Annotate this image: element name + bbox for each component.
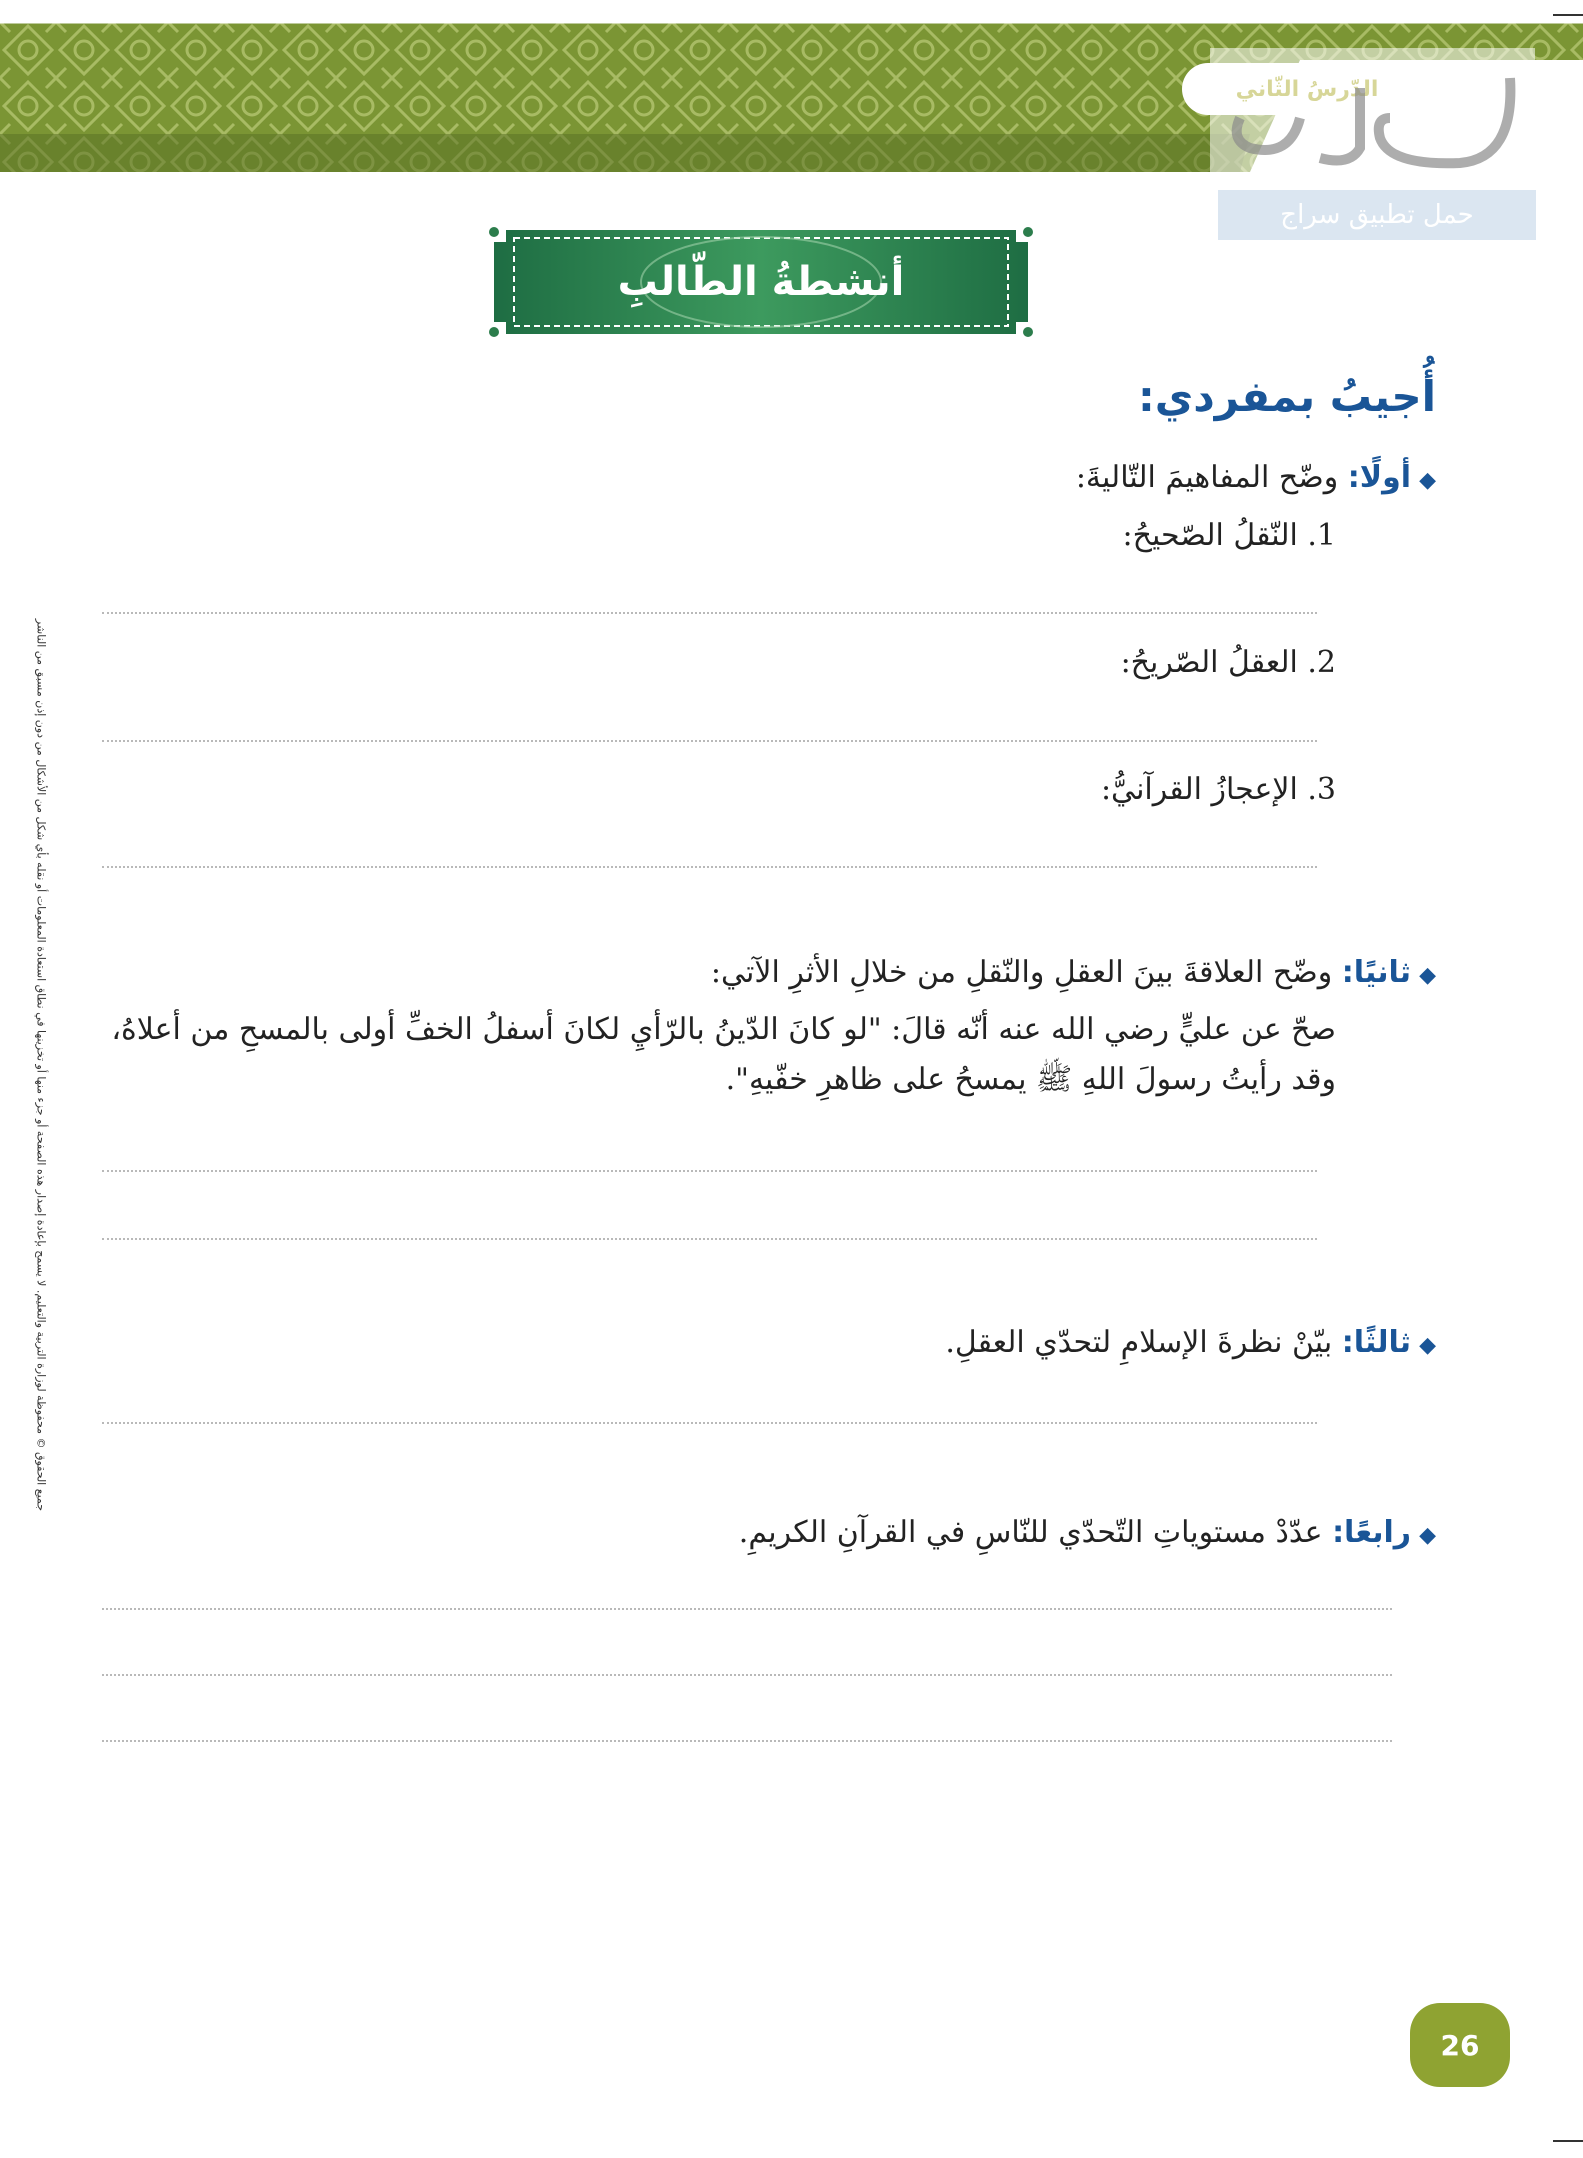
- question-4: [739, 1515, 1436, 1550]
- question-2: [711, 955, 1436, 990]
- concept-item-3: 3. الإعجازُ القرآنيُّ:: [1100, 772, 1336, 807]
- answer-line[interactable]: [102, 740, 1317, 742]
- answer-line[interactable]: [102, 866, 1317, 868]
- answer-line[interactable]: [102, 1740, 1392, 1742]
- copyright-note: [28, 490, 54, 1640]
- bullet-icon: ◆: [1419, 963, 1436, 988]
- logo-caption: حمل تطبيق سراج: [1218, 190, 1536, 240]
- question-text: بيّنْ نظرةَ الإسلامِ لتحدّي العقلِ.: [945, 1325, 1333, 1360]
- question-label: ثالثًا:: [1341, 1325, 1412, 1360]
- bullet-icon: ◆: [1419, 1523, 1436, 1548]
- question-label: أولًا:: [1347, 460, 1412, 495]
- answer-line[interactable]: [102, 1422, 1317, 1424]
- answer-line[interactable]: [102, 612, 1317, 614]
- page-number: 26: [1410, 2003, 1510, 2087]
- question-1: [1076, 460, 1436, 495]
- answer-line[interactable]: [102, 1674, 1392, 1676]
- crop-mark: [1553, 14, 1583, 16]
- page-heading: أُجيبُ بمفردي:: [1137, 372, 1436, 421]
- concept-item-1: 1. النّقلُ الصّحيحُ:: [1122, 518, 1336, 553]
- question-label: رابعًا:: [1332, 1515, 1412, 1550]
- bullet-icon: ◆: [1419, 468, 1436, 493]
- crop-mark: [1553, 2140, 1583, 2142]
- question-text: عدّدْ مستوياتِ التّحدّي للنّاسِ في القرآنِ الكريمِ.: [738, 1515, 1323, 1550]
- bullet-icon: ◆: [1419, 1333, 1436, 1358]
- answer-line[interactable]: [102, 1170, 1317, 1172]
- copyright-text: جميع الحقوق © محفوظة لوزارة التربية والتعليم. لا يسمح بإعادة إصدار هذه الصفحة أو جزء منها أو تخزينها في نطاق استعادة المعلومات أو نقله بأي شكل من الأشكال من دون إذن مسبق من الناشر: [34, 618, 48, 1512]
- section-title: أنشطةُ الطّالبِ: [617, 259, 905, 305]
- question-text: وضّح العلاقةَ بينَ العقلِ والنّقلِ من خلالِ الأثرِ الآتي:: [710, 955, 1333, 990]
- siraj-logo-icon: [1210, 48, 1535, 193]
- answer-line[interactable]: [102, 1608, 1392, 1610]
- quote-line-2: وقد رأيتُ رسولَ اللهِ ﷺ يمسحُ على ظاهرِ خفّيهِ".: [725, 1062, 1336, 1097]
- question-label: ثانيًا:: [1341, 955, 1412, 990]
- answer-line[interactable]: [102, 1238, 1317, 1240]
- question-text: وضّح المفاهيمَ التّاليةَ:: [1075, 460, 1339, 495]
- question-3: [945, 1325, 1436, 1360]
- quote-line-1: صحّ عن عليٍّ رضي الله عنه أنّه قالَ: "لو كانَ الدّينُ بالرّأيِ لكانَ أسفلُ الخفِّ أولى بالمسحِ من أعلاهُ،: [111, 1012, 1336, 1047]
- concept-item-2: 2. العقلُ الصّريحُ:: [1120, 645, 1336, 680]
